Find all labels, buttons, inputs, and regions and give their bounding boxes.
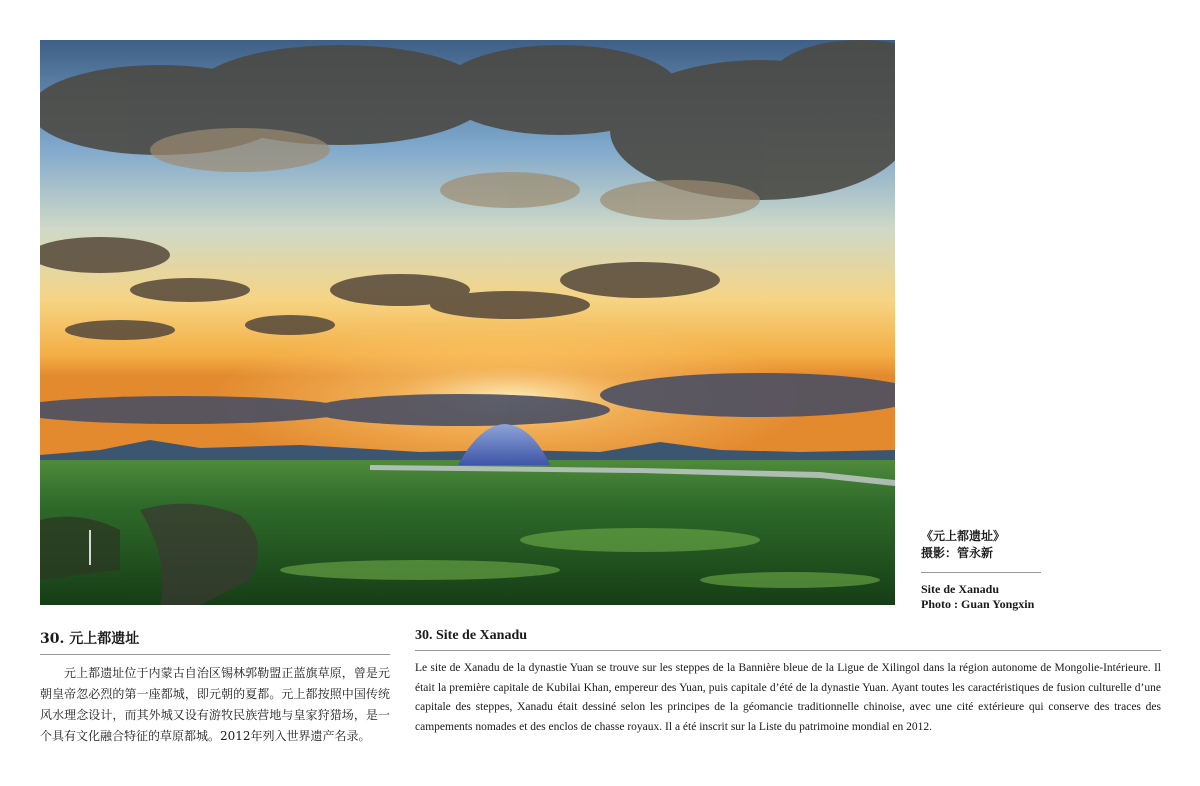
chinese-column [40,628,390,747]
french-heading: 30. Site de Xanadu [415,628,1161,651]
caption-zh-photographer: 摄影：管永新 [921,546,994,560]
french-body: Le site de Xanadu de la dynastie Yuan se trouve sur les steppes de la Bannière bleue de la Ligue de Xilingol dans la région autonome de Mongolie-Intérieure. Il était la première capitale de Kubilai Khan, empereur des Yuan, puis capitale d’été de la dynastie Yuan. Ayant toutes les caractéristiques de fusion culturelle d’une capitale des steppes, Xanadu était dessiné selon les principes de la géomancie traditionnelle chinoise, avec une cité extérieure qui conserve des traces des campements nomades et des enclos de chasse royaux. Il a été inscrit sur la Liste du patrimoine mondial en 2012. [415,662,1161,733]
french-column [415,628,1161,737]
photo-caption [921,528,1051,612]
caption-fr-photographer: Photo : Guan Yongxin [921,597,1035,611]
chinese-heading: 30. 元上都遗址 [40,628,390,655]
caption-fr-title: Site de Xanadu [921,582,1000,596]
photo-illustration [40,40,895,605]
landscape-photo [40,40,895,605]
caption-zh-title: 《元上都遗址》 [921,529,1006,543]
chinese-body: 元上都遗址位于内蒙古自治区锡林郭勒盟正蓝旗草原，曾是元朝皇帝忽必烈的第一座都城，即元朝的夏都。元上都按照中国传统风水理念设计，而其外城又设有游牧民族营地与皇家狩猎场，是一个具有文化融合特征的草原都城。2012年列入世界遗产名录。 [40,666,390,743]
caption-divider [921,572,1041,573]
